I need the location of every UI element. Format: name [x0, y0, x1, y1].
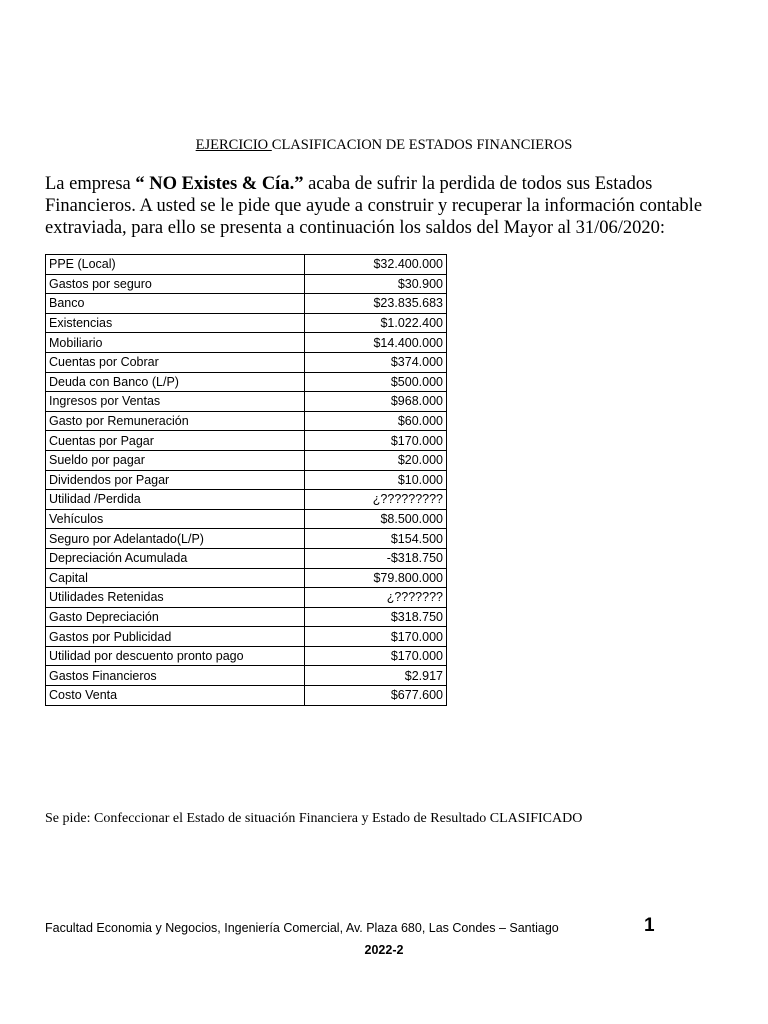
table-row — [46, 313, 447, 333]
account-name-cell: Cuentas por Cobrar — [46, 352, 305, 372]
account-amount-cell: $374.000 — [305, 352, 447, 372]
account-name-cell: Utilidad por descuento pronto pago — [46, 646, 305, 666]
account-amount-cell: $170.000 — [305, 431, 447, 451]
table-row — [46, 666, 447, 686]
account-name-cell: Utilidad /Perdida — [46, 490, 305, 510]
table-row — [46, 411, 447, 431]
account-amount-cell: $318.750 — [305, 607, 447, 627]
exercise-title — [0, 137, 768, 154]
account-amount-cell: $14.400.000 — [305, 333, 447, 353]
table-row — [46, 490, 447, 510]
account-amount-cell: $79.800.000 — [305, 568, 447, 588]
table-row — [46, 548, 447, 568]
ledger-table — [45, 254, 447, 706]
table-row — [46, 529, 447, 549]
account-name-cell: Gasto por Remuneración — [46, 411, 305, 431]
account-name-cell: PPE (Local) — [46, 255, 305, 275]
task-statement: Se pide: Confeccionar el Estado de situación Financiera y Estado de Resultado CLASIFICADO — [45, 811, 583, 826]
title-prefix: EJERCICIO — [195, 137, 272, 153]
table-row — [46, 568, 447, 588]
table-row — [46, 392, 447, 412]
account-amount-cell: $8.500.000 — [305, 509, 447, 529]
account-amount-cell: $60.000 — [305, 411, 447, 431]
table-row — [46, 686, 447, 706]
account-name-cell: Banco — [46, 294, 305, 314]
account-name-cell: Dividendos por Pagar — [46, 470, 305, 490]
account-name-cell: Seguro por Adelantado(L/P) — [46, 529, 305, 549]
account-amount-cell: $32.400.000 — [305, 255, 447, 275]
table-row — [46, 588, 447, 608]
account-name-cell: Utilidades Retenidas — [46, 588, 305, 608]
footer-institution: Facultad Economia y Negocios, Ingeniería Comercial, Av. Plaza 680, Las Condes – Santiago — [45, 921, 559, 935]
account-name-cell: Gastos por Publicidad — [46, 627, 305, 647]
company-name: “ NO Existes & Cía.” — [135, 174, 304, 194]
account-amount-cell: $1.022.400 — [305, 313, 447, 333]
table-row — [46, 470, 447, 490]
intro-paragraph — [45, 173, 735, 239]
account-amount-cell: $30.900 — [305, 274, 447, 294]
table-row — [46, 646, 447, 666]
account-amount-cell: -$318.750 — [305, 548, 447, 568]
account-name-cell: Ingresos por Ventas — [46, 392, 305, 412]
table-row — [46, 450, 447, 470]
table-row — [46, 431, 447, 451]
table-row — [46, 627, 447, 647]
table-row — [46, 372, 447, 392]
page-number: 1 — [644, 915, 655, 936]
account-name-cell: Gasto Depreciación — [46, 607, 305, 627]
account-name-cell: Deuda con Banco (L/P) — [46, 372, 305, 392]
account-amount-cell: $2.917 — [305, 666, 447, 686]
account-name-cell: Costo Venta — [46, 686, 305, 706]
table-row — [46, 255, 447, 275]
account-amount-cell: $23.835.683 — [305, 294, 447, 314]
account-name-cell: Cuentas por Pagar — [46, 431, 305, 451]
account-name-cell: Mobiliario — [46, 333, 305, 353]
title-rest: CLASIFICACION DE ESTADOS FINANCIEROS — [271, 137, 573, 153]
ledger-body — [46, 255, 447, 706]
account-name-cell: Sueldo por pagar — [46, 450, 305, 470]
account-amount-cell: $170.000 — [305, 627, 447, 647]
intro-part2: acaba de sufrir la perdida de todos sus Estados Financieros. A usted se le pide que ayude a construir y recuperar la información contable extraviada, para ello se presenta a continuación los saldos del Mayor al 31/06/2020: — [45, 174, 703, 238]
account-amount-cell: $20.000 — [305, 450, 447, 470]
table-row — [46, 607, 447, 627]
table-row — [46, 294, 447, 314]
footer-term: 2022-2 — [364, 943, 404, 957]
table-row — [46, 352, 447, 372]
account-amount-cell: $170.000 — [305, 646, 447, 666]
account-name-cell: Capital — [46, 568, 305, 588]
table-row — [46, 333, 447, 353]
account-name-cell: Vehículos — [46, 509, 305, 529]
account-amount-cell: ¿????????? — [305, 490, 447, 510]
account-name-cell: Gastos por seguro — [46, 274, 305, 294]
account-amount-cell: $968.000 — [305, 392, 447, 412]
table-row — [46, 274, 447, 294]
account-amount-cell: $154.500 — [305, 529, 447, 549]
table-row — [46, 509, 447, 529]
account-name-cell: Gastos Financieros — [46, 666, 305, 686]
account-amount-cell: $10.000 — [305, 470, 447, 490]
account-amount-cell: $500.000 — [305, 372, 447, 392]
account-amount-cell: ¿??????? — [305, 588, 447, 608]
account-name-cell: Existencias — [46, 313, 305, 333]
account-name-cell: Depreciación Acumulada — [46, 548, 305, 568]
account-amount-cell: $677.600 — [305, 686, 447, 706]
intro-part1: La empresa — [45, 174, 136, 194]
